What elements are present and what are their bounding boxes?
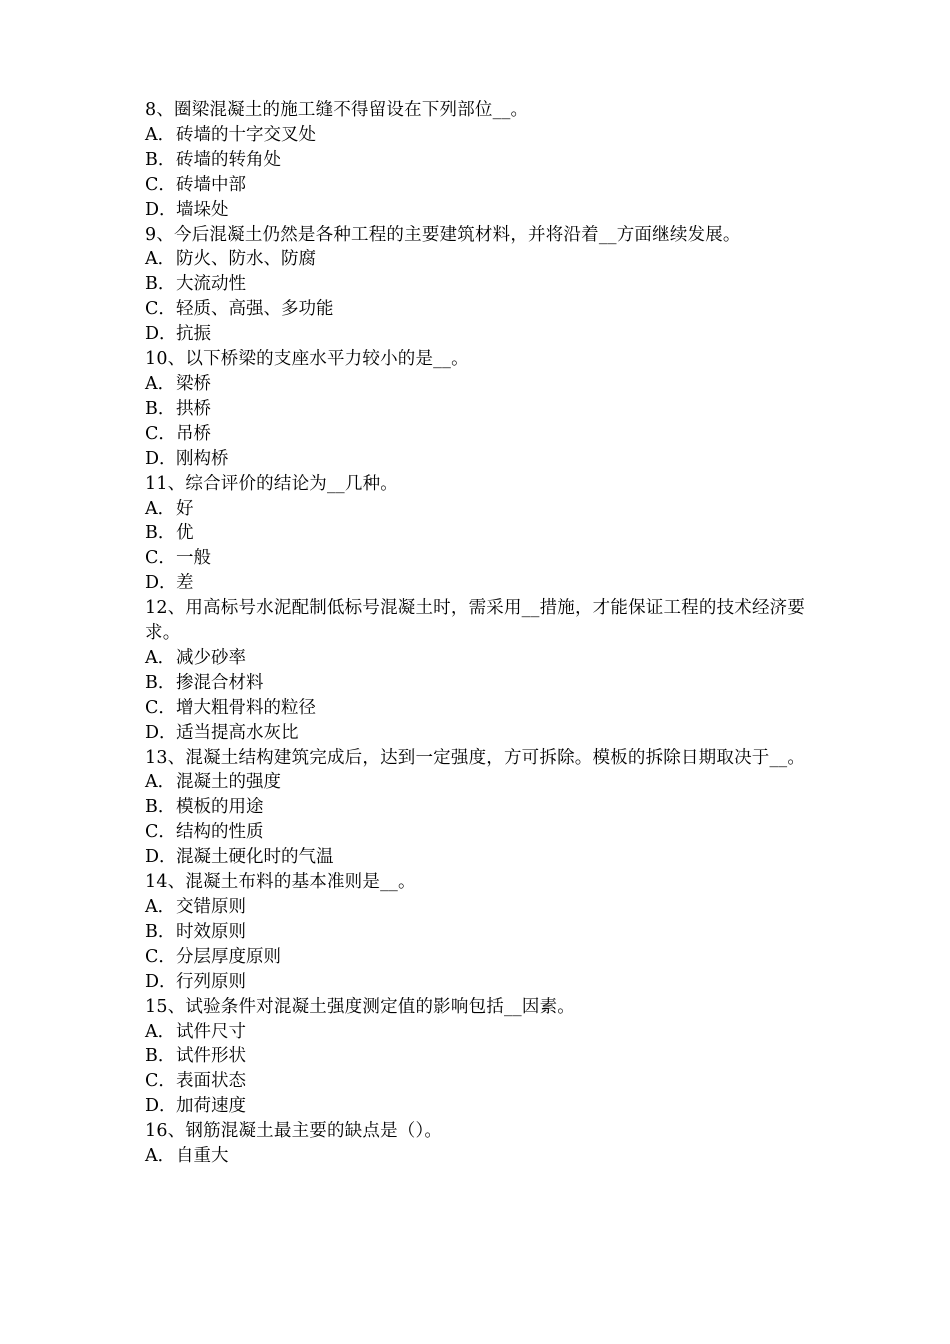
option-a (145, 646, 825, 671)
option-d (145, 970, 825, 995)
question-stem: 14、混凝土布料的基本准则是__。 (145, 872, 416, 893)
option-a (145, 497, 825, 522)
option-letter: D． (145, 199, 177, 220)
option-c (145, 820, 825, 845)
question-stem: 13、混凝土结构建筑完成后，达到一定强度，方可拆除。模板的拆除日期取决于__。 (145, 747, 806, 768)
question-stem: 10、以下桥梁的支座水平力较小的是__。 (145, 349, 469, 370)
option-d (145, 322, 825, 347)
option-letter: C． (145, 697, 176, 718)
option-letter: A． (145, 772, 176, 793)
option-text: 试件形状 (176, 1046, 246, 1067)
option-letter: C． (145, 299, 176, 320)
option-text: 加荷速度 (176, 1096, 246, 1117)
option-c (145, 173, 825, 198)
option-d (145, 571, 825, 596)
option-c (145, 297, 825, 322)
option-text: 时效原则 (176, 921, 246, 942)
option-letter: B． (145, 398, 176, 419)
option-b (145, 521, 825, 546)
option-text: 防火、防水、防腐 (176, 249, 316, 270)
option-a (145, 1020, 825, 1045)
option-text: 大流动性 (176, 274, 246, 295)
option-text: 梁桥 (176, 373, 211, 394)
question-13 (145, 746, 825, 871)
option-letter: B． (145, 523, 176, 544)
option-text: 表面状态 (176, 1071, 246, 1092)
option-letter: A． (145, 373, 176, 394)
option-letter: A． (145, 498, 176, 519)
option-letter: D． (145, 324, 177, 345)
question-11 (145, 472, 825, 597)
question-stem: 11、综合评价的结论为__几种。 (145, 473, 398, 494)
option-text: 吊桥 (176, 423, 211, 444)
option-letter: B． (145, 672, 176, 693)
option-letter: D． (145, 847, 177, 868)
option-text: 减少砂率 (176, 647, 246, 668)
question-stem: 16、钢筋混凝土最主要的缺点是（）。 (145, 1121, 443, 1142)
option-d (145, 198, 825, 223)
option-letter: A． (145, 124, 176, 145)
option-text: 增大粗骨料的粒径 (176, 697, 316, 718)
option-letter: C． (145, 174, 176, 195)
question-8 (145, 98, 825, 223)
option-b (145, 272, 825, 297)
option-letter: B． (145, 274, 176, 295)
option-letter: D． (145, 722, 177, 743)
option-text: 砖墙的十字交叉处 (176, 124, 316, 145)
option-text: 拱桥 (176, 398, 211, 419)
question-stem: 12、用高标号水泥配制低标号混凝土时，需采用__措施，才能保证工程的技术经济要求。 (145, 598, 806, 644)
option-text: 抗振 (176, 324, 211, 345)
option-text: 交错原则 (176, 897, 246, 917)
option-letter: D． (145, 573, 177, 594)
option-b (145, 397, 825, 422)
document-page (145, 98, 825, 1169)
question-12 (145, 596, 825, 745)
option-a (145, 895, 825, 920)
option-letter: A． (145, 249, 176, 270)
option-b (145, 148, 825, 173)
option-text: 分层厚度原则 (176, 946, 281, 967)
option-c (145, 945, 825, 970)
option-text: 适当提高水灰比 (176, 722, 299, 743)
option-letter: D． (145, 1096, 177, 1117)
option-a (145, 123, 825, 148)
option-letter: B． (145, 797, 176, 818)
question-stem: 8、圈梁混凝土的施工缝不得留设在下列部位__。 (145, 100, 529, 120)
option-d (145, 447, 825, 472)
option-d (145, 1094, 825, 1119)
option-text: 轻质、高强、多功能 (176, 299, 334, 320)
question-10 (145, 347, 825, 472)
question-stem: 15、试验条件对混凝土强度测定值的影响包括__因素。 (145, 996, 575, 1017)
option-text: 差 (176, 573, 194, 594)
option-letter: D． (145, 448, 177, 469)
option-b (145, 1044, 825, 1069)
option-d (145, 721, 825, 746)
option-text: 行列原则 (176, 971, 246, 992)
option-letter: B． (145, 1046, 176, 1067)
option-letter: A． (145, 1021, 176, 1042)
option-a (145, 372, 825, 397)
option-text: 好 (176, 498, 194, 519)
option-letter: A． (145, 897, 176, 917)
option-text: 结构的性质 (176, 822, 264, 843)
option-text: 混凝土的强度 (176, 772, 281, 793)
option-a (145, 247, 825, 272)
option-letter: C． (145, 946, 176, 967)
option-text: 砖墙的转角处 (176, 149, 281, 170)
question-15 (145, 995, 825, 1120)
option-b (145, 920, 825, 945)
option-letter: A． (145, 1146, 176, 1167)
option-text: 墙垛处 (176, 199, 229, 220)
question-16 (145, 1119, 825, 1169)
option-text: 掺混合材料 (176, 672, 264, 693)
option-c (145, 422, 825, 447)
option-b (145, 795, 825, 820)
option-letter: C． (145, 423, 176, 444)
option-text: 模板的用途 (176, 797, 264, 818)
option-letter: C． (145, 1071, 176, 1092)
option-letter: B． (145, 149, 176, 170)
option-c (145, 696, 825, 721)
option-letter: A． (145, 647, 176, 668)
option-a (145, 1144, 825, 1169)
option-text: 自重大 (176, 1146, 229, 1167)
option-c (145, 546, 825, 571)
option-text: 一般 (176, 548, 211, 569)
option-letter: D． (145, 971, 177, 992)
option-c (145, 1069, 825, 1094)
option-text: 试件尺寸 (176, 1021, 246, 1042)
question-stem: 9、今后混凝土仍然是各种工程的主要建筑材料，并将沿着__方面继续发展。 (145, 224, 741, 245)
option-text: 刚构桥 (176, 448, 229, 469)
question-9 (145, 223, 825, 348)
option-text: 混凝土硬化时的气温 (176, 847, 334, 868)
option-letter: B． (145, 921, 176, 942)
option-a (145, 770, 825, 795)
option-letter: C． (145, 548, 176, 569)
option-text: 砖墙中部 (176, 174, 246, 195)
option-b (145, 671, 825, 696)
option-text: 优 (176, 523, 194, 544)
option-letter: C． (145, 822, 176, 843)
option-d (145, 845, 825, 870)
question-14 (145, 870, 825, 995)
